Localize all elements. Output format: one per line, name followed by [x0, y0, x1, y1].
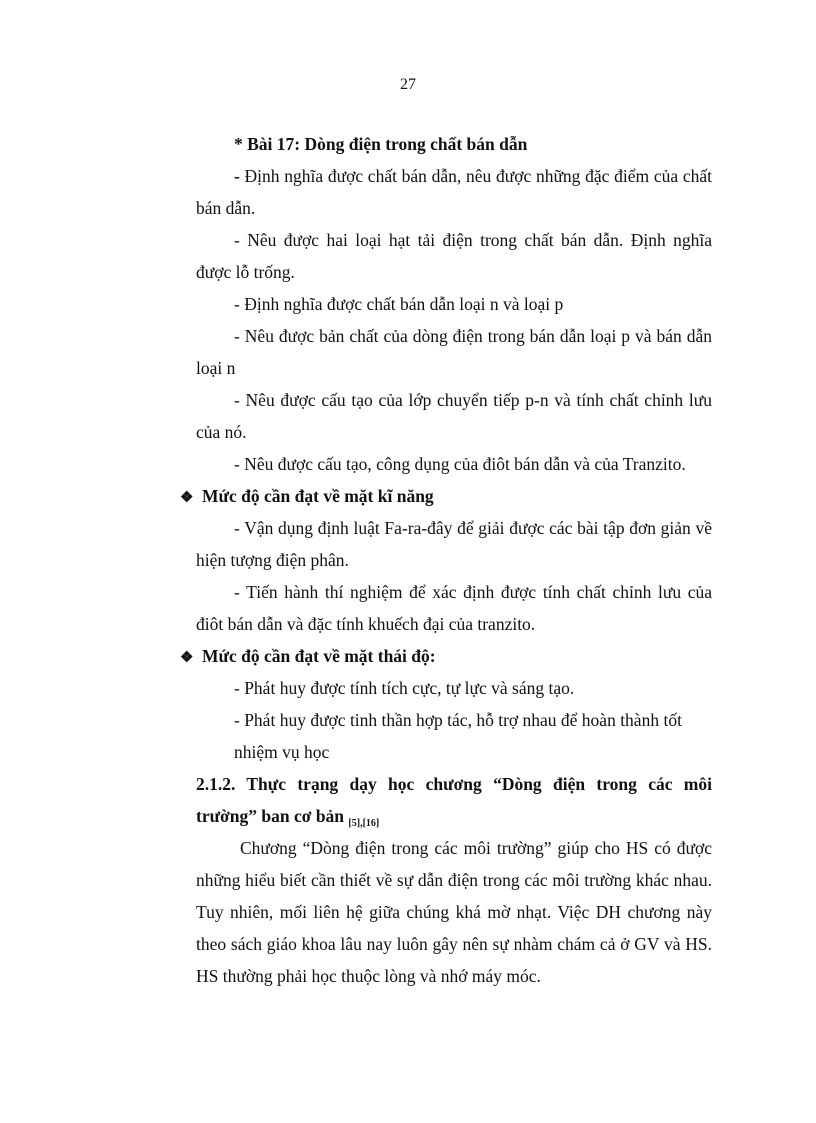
skills-item-1-line-1: - Vận dụng định luật Fa-ra-đây để giải được các bài tập đơn giản về: [234, 518, 712, 538]
lesson-item-5-line-2: của nó.: [196, 422, 247, 442]
citation: [5],[16]: [348, 818, 380, 829]
section-heading-line-2: [196, 800, 712, 832]
section-heading-text: trường” ban cơ bản: [196, 806, 345, 826]
lesson-item-4-line-2: loại n: [196, 358, 236, 378]
diamond-bullet-icon: ❖: [180, 490, 194, 506]
paragraph-line-1: Chương “Dòng điện trong các môi trường” giúp cho HS có được: [240, 838, 712, 858]
lesson-item-1-line-2: bán dẫn.: [196, 198, 256, 218]
lesson-item-3: - Định nghĩa được chất bán dẫn loại n và loại p: [234, 294, 564, 314]
bold-dash: -: [234, 166, 240, 186]
document-body: [180, 128, 712, 992]
skills-item-1-line-2: hiện tượng điện phân.: [196, 550, 349, 570]
attitude-item-1: - Phát huy được tính tích cực, tự lực và sáng tạo.: [234, 678, 575, 698]
lesson-item-6: - Nêu được cấu tạo, công dụng của điôt bán dẫn và của Tranzito.: [234, 454, 686, 474]
lesson-item-text: Định nghĩa được chất bán dẫn, nêu được những đặc điểm của chất: [239, 166, 712, 186]
skills-heading: [180, 480, 712, 512]
paragraph-line-5: HS thường phải học thuộc lòng và nhớ máy móc.: [196, 966, 541, 986]
lesson-item-1-line-1: [196, 160, 712, 192]
skills-heading-text: Mức độ cần đạt về mặt kĩ năng: [202, 486, 434, 506]
paragraph-line-4: theo sách giáo khoa lâu nay luôn gây nên sự nhàm chám cả ở GV và HS.: [196, 934, 712, 954]
lesson-item-2-line-1: - Nêu được hai loại hạt tải điện trong chất bán dẫn. Định nghĩa: [234, 230, 712, 250]
lesson-item-2-line-2: được lỗ trống.: [196, 262, 295, 282]
attitude-heading-text: Mức độ cần đạt về mặt thái độ:: [202, 646, 436, 666]
skills-item-2-line-1: - Tiến hành thí nghiệm để xác định được tính chất chỉnh lưu của: [234, 582, 712, 602]
attitude-heading: [180, 640, 712, 672]
lesson-title: * Bài 17: Dòng điện trong chất bán dẫn: [234, 134, 528, 154]
section-heading-line-1: 2.1.2. Thực trạng dạy học chương “Dòng điện trong các môi: [196, 774, 712, 794]
page-number: 27: [400, 76, 416, 93]
paragraph-line-2: những hiểu biết cần thiết về sự dẫn điện trong các môi trường khác nhau.: [196, 870, 712, 890]
diamond-bullet-icon: ❖: [180, 650, 194, 666]
paragraph-line-3: Tuy nhiên, mối liên hệ giữa chúng khá mờ nhạt. Việc DH chương này: [196, 902, 712, 922]
attitude-item-2-line-1: - Phát huy được tinh thần hợp tác, hỗ trợ nhau để hoàn thành tốt: [234, 710, 682, 730]
attitude-item-2-line-2: nhiệm vụ học: [234, 742, 330, 762]
lesson-item-4-line-1: - Nêu được bản chất của dòng điện trong bán dẫn loại p và bán dẫn: [234, 326, 712, 346]
lesson-item-5-line-1: - Nêu được cấu tạo của lớp chuyển tiếp p-n và tính chất chỉnh lưu: [234, 390, 712, 410]
skills-item-2-line-2: điôt bán dẫn và đặc tính khuếch đại của tranzito.: [196, 614, 536, 634]
